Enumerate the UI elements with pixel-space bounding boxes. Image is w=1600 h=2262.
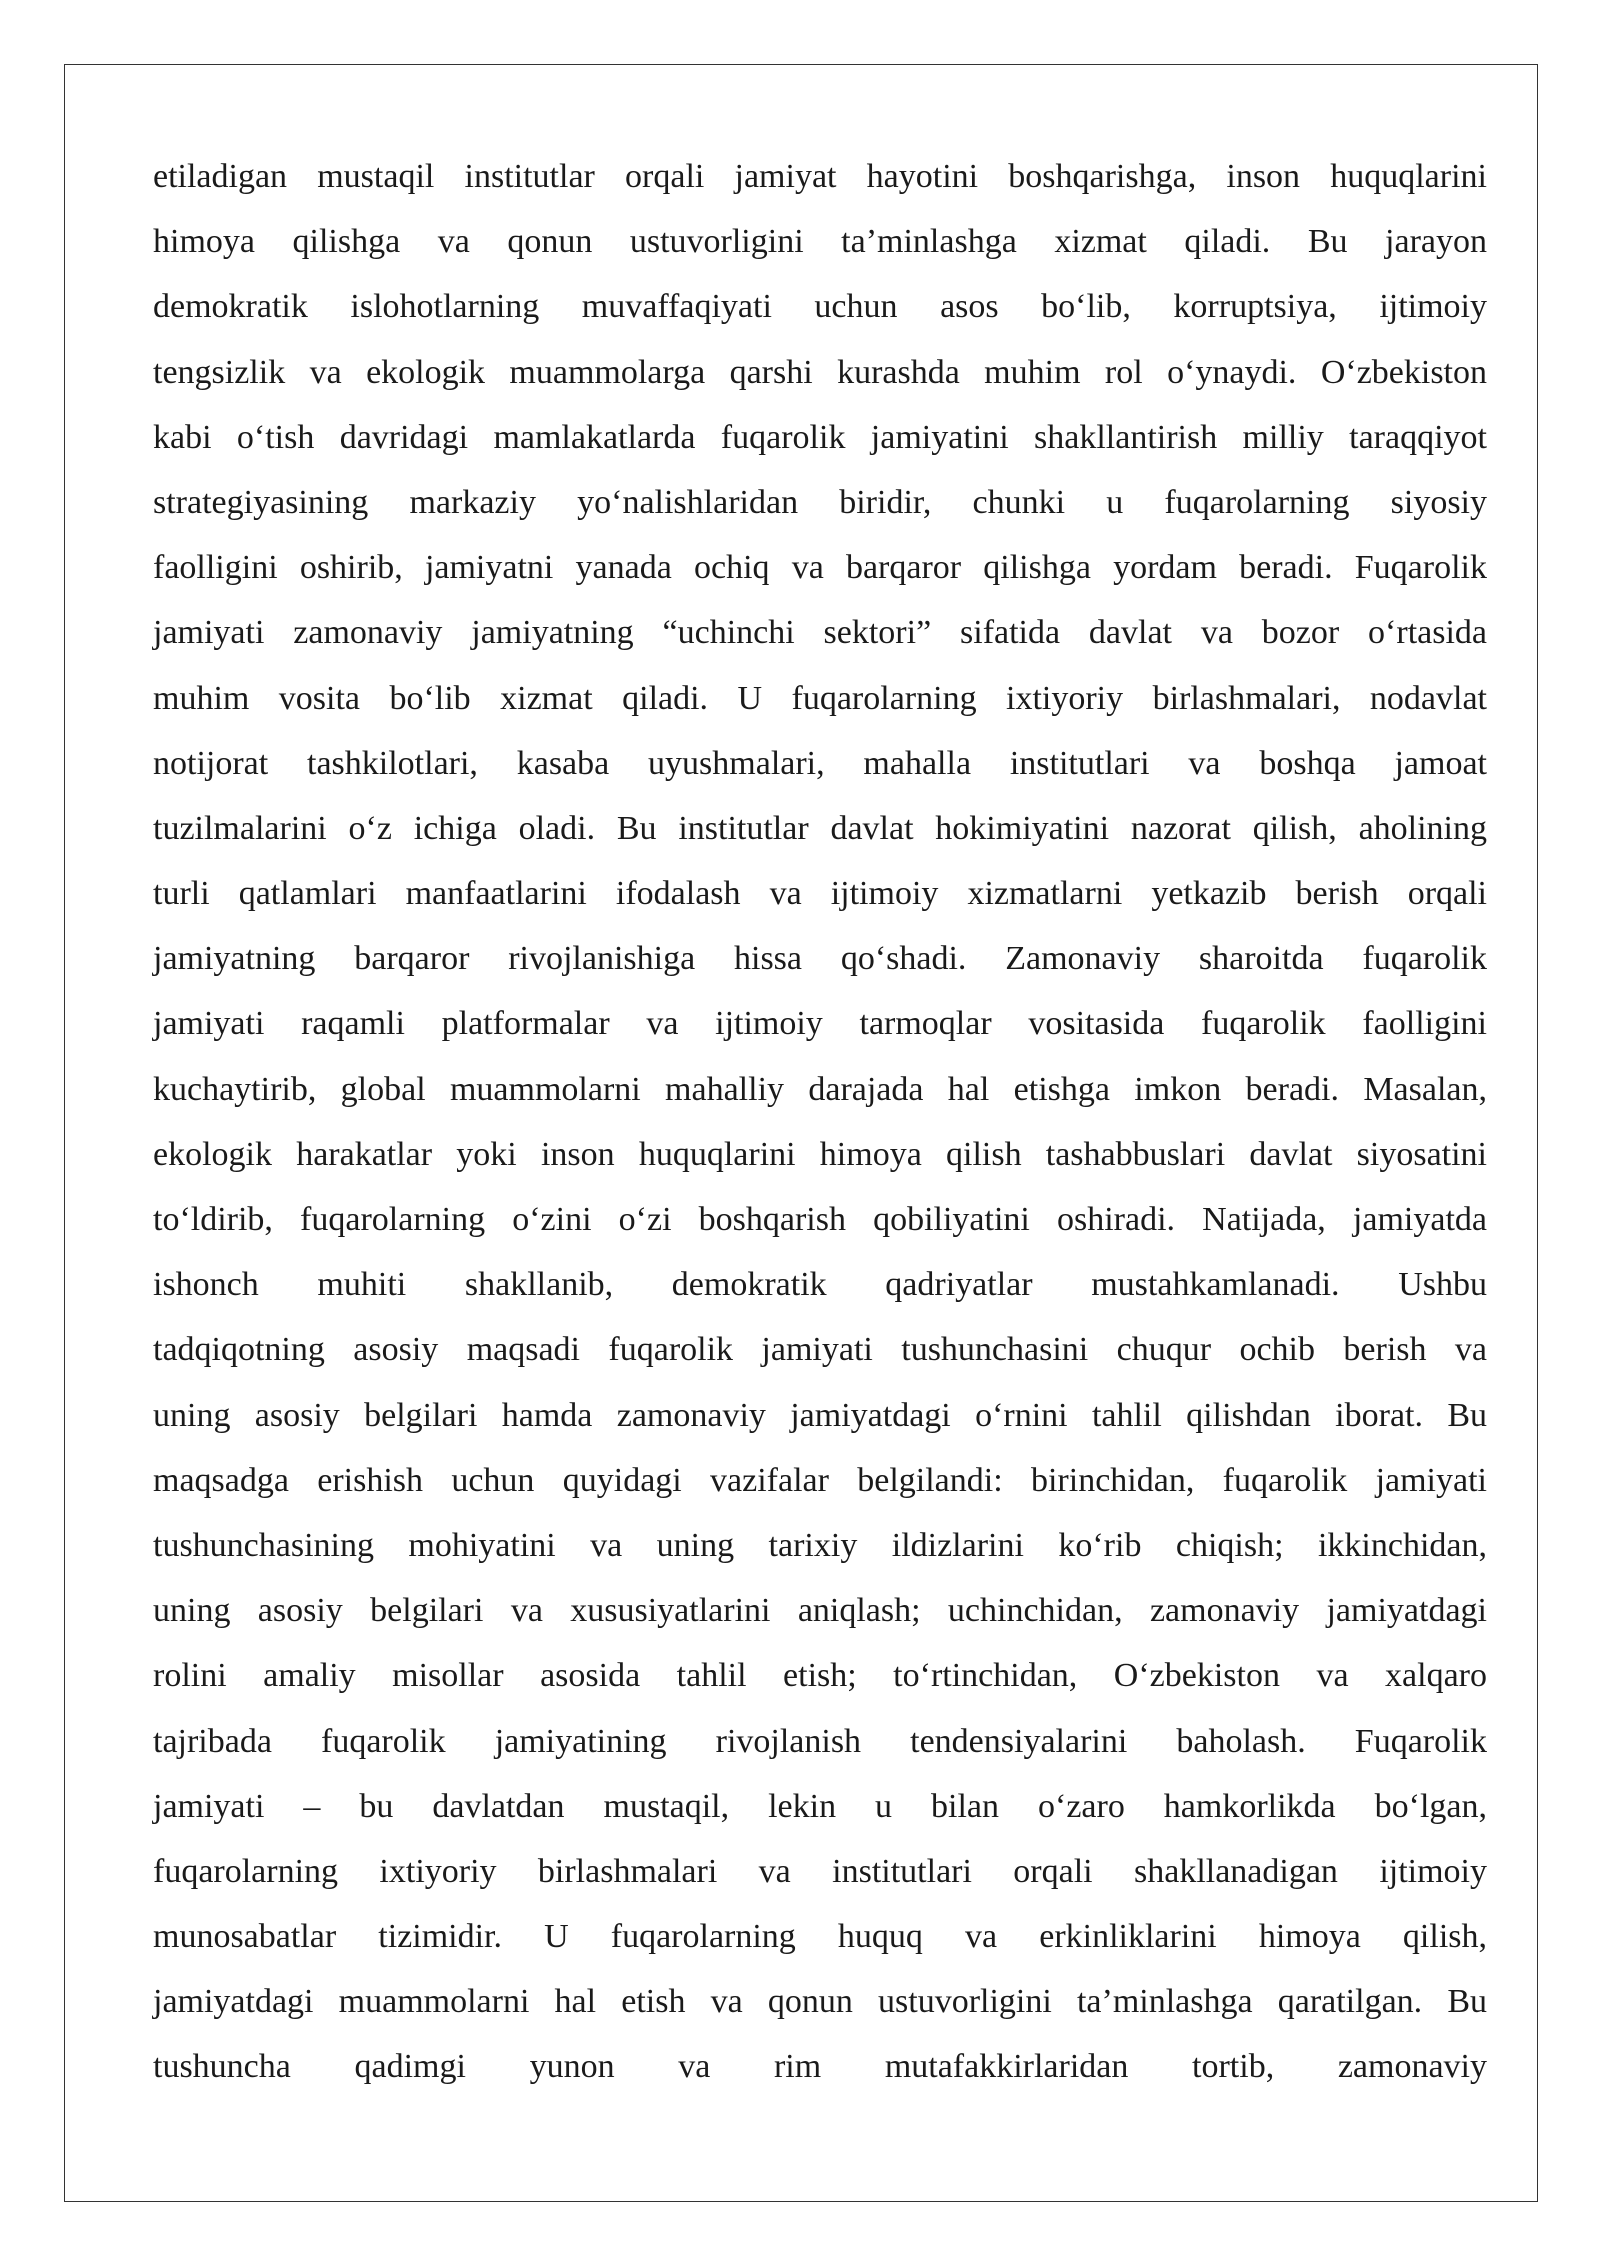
text-line: munosabatlar tizimidir. U fuqarolarning huquq va erkinliklarini himoya qilish, [153,1918,1487,1956]
text-line: himoya qilishga va qonun ustuvorligini ta’minlashga xizmat qiladi. Bu jarayon [153,223,1487,261]
text-line: faolligini oshirib, jamiyatni yanada ochiq va barqaror qilishga yordam beradi. Fuqarolik [153,549,1487,587]
text-line: muhim vosita bo‘lib xizmat qiladi. U fuqarolarning ixtiyoriy birlashmalari, nodavlat [153,679,1487,717]
text-line: etiladigan mustaqil institutlar orqali jamiyat hayotini boshqarishga, inson huquqlarini [153,158,1487,195]
text-line: tajribada fuqarolik jamiyatining rivojlanish tendensiyalarini baholash. Fuqarolik [153,1722,1487,1760]
text-line: kabi o‘tish davridagi mamlakatlarda fuqarolik jamiyatini shakllantirish milliy taraqqiyot [153,418,1487,456]
text-line: tadqiqotning asosiy maqsadi fuqarolik jamiyati tushunchasini chuqur ochib berish va [153,1331,1487,1369]
text-line: turli qatlamlari manfaatlarini ifodalash va ijtimoiy xizmatlarni yetkazib berish orqali [153,875,1487,913]
text-line: uning asosiy belgilari va xususiyatlarini aniqlash; uchinchidan, zamonaviy jamiyatdagi [153,1592,1487,1630]
text-line: ishonch muhiti shakllanib, demokratik qadriyatlar mustahkamlanadi. Ushbu [153,1266,1487,1304]
document-body [153,144,1487,2100]
text-line: ekologik harakatlar yoki inson huquqlarini himoya qilish tashabbuslari davlat siyosatini [153,1135,1487,1173]
text-line: tengsizlik va ekologik muammolarga qarshi kurashda muhim rol o‘ynaydi. O‘zbekiston [153,353,1487,391]
text-line: jamiyatning barqaror rivojlanishiga hissa qo‘shadi. Zamonaviy sharoitda fuqarolik [153,940,1487,978]
text-line: kuchaytirib, global muammolarni mahalliy darajada hal etishga imkon beradi. Masalan, [153,1070,1487,1108]
text-line: jamiyati zamonaviy jamiyatning “uchinchi sektori” sifatida davlat va bozor o‘rtasida [153,614,1487,652]
text-line: notijorat tashkilotlari, kasaba uyushmalari, mahalla institutlari va boshqa jamoat [153,744,1487,782]
text-line: strategiyasining markaziy yo‘nalishlaridan biridir, chunki u fuqarolarning siyosiy [153,483,1487,521]
text-line: maqsadga erishish uchun quyidagi vazifalar belgilandi: birinchidan, fuqarolik jamiyati [153,1461,1487,1499]
text-line: tushuncha qadimgi yunon va rim mutafakkirlaridan tortib, zamonaviy [153,2048,1487,2086]
text-line: fuqarolarning ixtiyoriy birlashmalari va institutlari orqali shakllanadigan ijtimoiy [153,1852,1487,1890]
text-line: rolini amaliy misollar asosida tahlil etish; to‘rtinchidan, O‘zbekiston va xalqaro [153,1657,1487,1695]
text-line: tushunchasining mohiyatini va uning tarixiy ildizlarini ko‘rib chiqish; ikkinchidan, [153,1526,1487,1564]
text-line: jamiyati – bu davlatdan mustaqil, lekin u bilan o‘zaro hamkorlikda bo‘lgan, [153,1787,1487,1825]
text-line: jamiyatdagi muammolarni hal etish va qonun ustuvorligini ta’minlashga qaratilgan. Bu [153,1983,1487,2021]
text-line: jamiyati raqamli platformalar va ijtimoiy tarmoqlar vositasida fuqarolik faolligini [153,1005,1487,1043]
text-line: tuzilmalarini o‘z ichiga oladi. Bu institutlar davlat hokimiyatini nazorat qilish, aholining [153,809,1487,847]
text-line: demokratik islohotlarning muvaffaqiyati uchun asos bo‘lib, korruptsiya, ijtimoiy [153,288,1487,326]
text-line: to‘ldirib, fuqarolarning o‘zini o‘zi boshqarish qobiliyatini oshiradi. Natijada, jamiyatda [153,1201,1487,1238]
text-line: uning asosiy belgilari hamda zamonaviy jamiyatdagi o‘rnini tahlil qilishdan iborat. Bu [153,1396,1487,1434]
